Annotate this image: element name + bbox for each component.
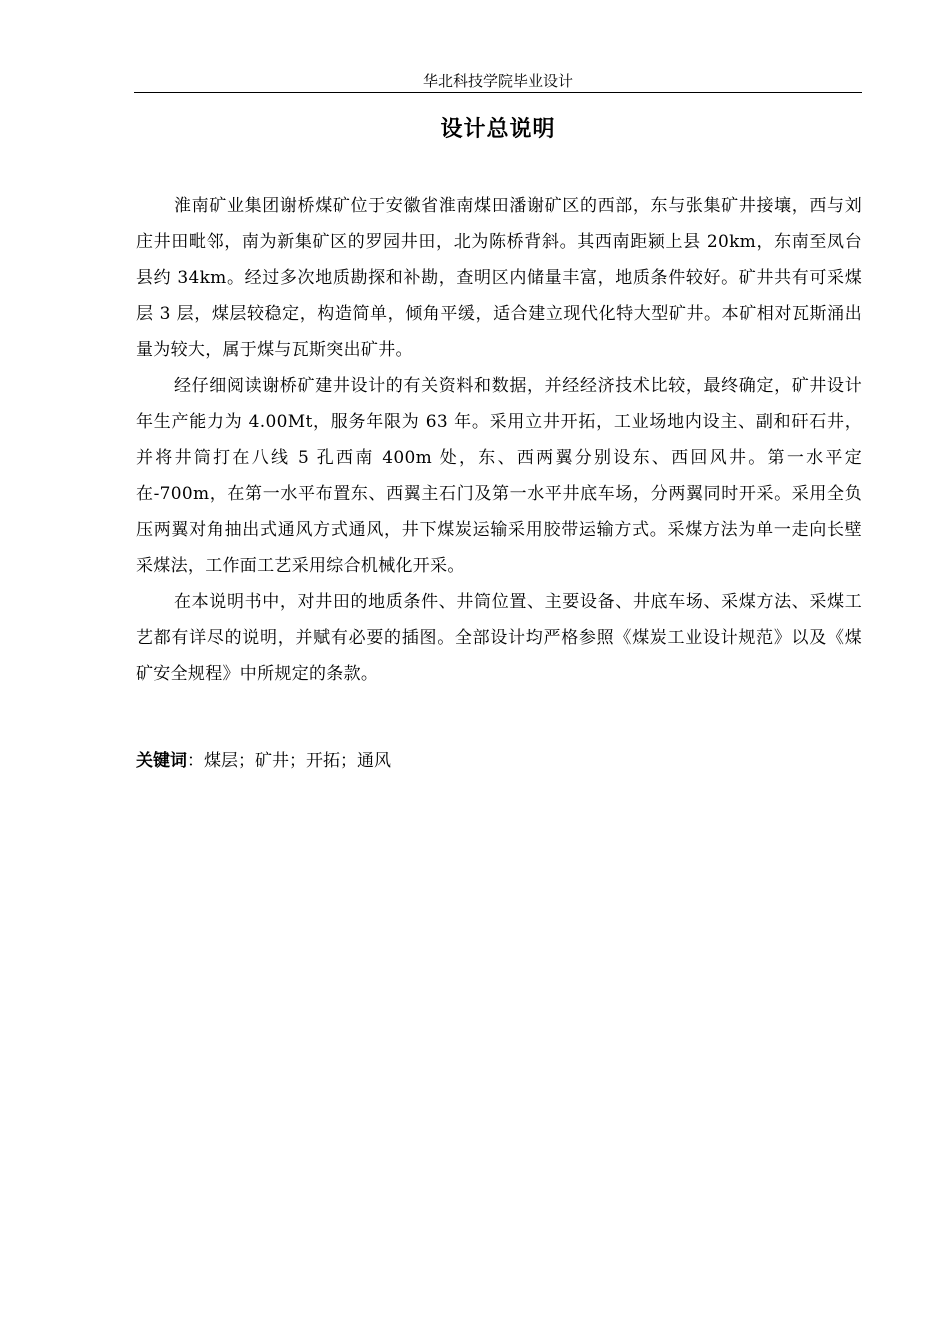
document-title: 设计总说明 — [440, 117, 556, 142]
paragraph-1: 淮南矿业集团谢桥煤矿位于安徽省淮南煤田潘谢矿区的西部，东与张集矿井接壤，西与刘庄井田毗邻，南为新集矿区的罗园井田，北为陈桥背斜。其西南距颍上县 20km，东南至凤台县约 34km。经过多次地质勘探和补勘，查明区内储量丰富，地质条件较好。矿井共有可采煤层 3 层，煤层较稳定，构造简单，倾角平缓，适合建立现代化特大型矿井。本矿相对瓦斯涌出量为较大，属于煤与瓦斯突出矿井。 — [136, 196, 862, 360]
summary-body — [136, 188, 862, 692]
header-divider — [134, 92, 862, 93]
keywords-line — [136, 746, 862, 776]
paragraph-2: 经仔细阅读谢桥矿建井设计的有关资料和数据，并经经济技术比较，最终确定，矿井设计年生产能力为 4.00Mt，服务年限为 63 年。采用立井开拓，工业场地内设主、副和矸石井，并将井筒打在八线 5 孔西南 400m 处，东、西两翼分别设东、西回风井。第一水平定在-700m，在第一水平布置东、西翼主石门及第一水平井底车场，分两翼同时开采。采用全负压两翼对角抽出式通风方式通风，井下煤炭运输采用胶带运输方式。采煤方法为单一走向长壁采煤法，工作面工艺采用综合机械化开采。 — [136, 376, 862, 576]
page-header: 华北科技学院毕业设计 — [422, 72, 573, 90]
keywords-label: 关键词 — [136, 751, 187, 771]
keywords-separator: ： — [187, 751, 204, 771]
keywords-value: 煤层；矿井；开拓；通风 — [204, 751, 391, 771]
paragraph-3: 在本说明书中，对井田的地质条件、井筒位置、主要设备、井底车场、采煤方法、采煤工艺都有详尽的说明，并赋有必要的插图。全部设计均严格参照《煤炭工业设计规范》以及《煤矿安全规程》中所规定的条款。 — [136, 592, 862, 684]
